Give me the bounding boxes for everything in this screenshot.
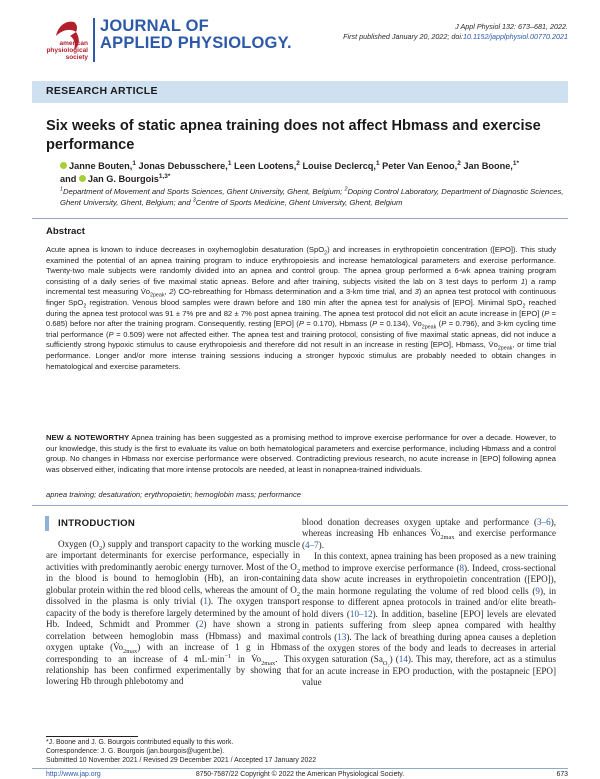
- submission-dates: Submitted 10 November 2021 / Revised 29 December 2021 / Accepted 17 January 2022: [46, 756, 317, 764]
- citation-link[interactable]: 1: [203, 596, 208, 607]
- citation: [343, 22, 568, 42]
- keywords: apnea training; desaturation; erythropoietin; hemoglobin mass; performance: [46, 490, 301, 499]
- logo-divider: [93, 18, 95, 62]
- author[interactable]: Louise Declercq,: [302, 161, 376, 171]
- author[interactable]: Jan Boone,: [463, 161, 513, 171]
- journal-name[interactable]: JOURNAL OF APPLIED PHYSIOLOGY.: [100, 17, 292, 52]
- author[interactable]: Peter Van Eenoo,: [382, 161, 458, 171]
- correspondence: Correspondence: J. G. Bourgois (jan.bourgois@ugent.be).: [46, 747, 225, 755]
- citation-link[interactable]: 2: [198, 619, 204, 630]
- author-list: Janne Bouten,$^1$ Jonas Debusschere,$^1$ Leen Lootens,$^2$ Louise Declercq,$^1$ Peter Van Eenoo,$^2$ Jan Boone,$^{1*}$ and Jan G. Bourgois$^{1,3*}$: [60, 159, 519, 184]
- citation-line: J Appl Physiol 132: 673–681, 2022.: [455, 22, 568, 31]
- footer-divider: [32, 768, 568, 769]
- orcid-icon[interactable]: [60, 162, 67, 169]
- citation-link[interactable]: 4–7: [305, 539, 319, 550]
- abstract-text: Acute apnea is known to induce decreases in oxyhemoglobin desaturation (SpO$_2$) and increases in erythropoietin concentration ([EPO]). This study examined the potential of an apnea training program to induce erythropoiesis and increase hematological parameters and exercise performance. Twenty-two male subjects were randomly divided into an apnea and control group. The apnea group performed a 6-wk apnea training program consisting of a daily series of five maximal static apneas. Before and after training, subjects visited the lab on 3 test days to perform 1) a ramp incremental test measuring $V̇o_{2peak}$, 2) CO-rebreathing for Hbmass determination and a 3-km time trial, and 3) an apnea test protocol with continuous finger SpO$_2$ registration. Venous blood samples were drawn before and 180 min after the apnea test for analysis of [EPO]. Minimal SpO$_2$ reached during the apnea test protocol was 91 ± 7% pre and 82 ± 7% post apnea training. The apnea test protocol did not elicit an acute increase in [EPO] (P = 0.685) before nor after the training program. Consequently, resting [EPO] (P = 0.170), Hbmass (P = 0.134), $V̇o_{2peak}$ (P = 0.796), and 3-km cycling time trial performance (P = 0.509) were not affected either. The apnea test and training protocol, consisting of five maximal static apneas, did not induce a sufficiently strong hypoxic stimulus to cause erythropoiesis and therefore did not result in an increase in resting [EPO], Hbmass, $V̇o_{2peak}$, or time trial performance. Longer and/or more intense training sessions inducing a stronger hypoxic stimulus are probably needed to obtain changes in hematological and exercise parameters.: [46, 245, 557, 371]
- citation-link[interactable]: 3–6: [537, 517, 551, 527]
- first-published: First published January 20, 2022; doi:: [343, 32, 464, 41]
- citation-link[interactable]: 10–12: [349, 608, 373, 619]
- section-marker: [45, 516, 49, 531]
- new-noteworthy-label: NEW & NOTEWORTHY: [46, 433, 130, 442]
- article-title: Six weeks of static apnea training does not affect Hbmass and exercise performance: [46, 118, 541, 153]
- author[interactable]: Jan G. Bourgois: [87, 174, 159, 184]
- introduction-right-column: blood donation decreases oxygen uptake and performance (3–6), whereas increasing Hb enhances $V̇o_{2max}$ and exercise performance (4–7). In this context, apnea training has been proposed as a new training method to improve exercise performance (8). Indeed, cross-sectional data show acute increases in erythropoietin concentration ([EPO]), the main hormone regulating the volume of red blood cells (9), in response to different apnea protocols in trained and/or elite breath-hold divers (10–12). In addition, baseline [EPO] levels are elevated in patients suffering from sleep apnea compared with healthy controls (13). The lack of breathing during apnea causes a depletion of the oxygen stores of the body and leads to decreases in arterial oxygen saturation $(Sa_{O_2})$ (14). This may, therefore, act as a stimulus for an acute increase in EPO production, with the postapneic [EPO] value: [302, 517, 557, 688]
- affiliations: $^1$Department of Movement and Sports Sciences, Ghent University, Ghent, Belgium; $^2$Doping Control Laboratory, Department of Diagnostic Sciences, Ghent University, Ghent, Belgium; and $^3$Centre of Sports Medicine, Ghent University, Ghent, Belgium: [60, 186, 564, 207]
- footnote-divider: [46, 736, 138, 737]
- introduction-left-column: Oxygen $(O_2)$ supply and transport capacity to the working muscle are important determinants for exercise performance, especially in activities with predominantly aerobic energy turnover. Most of the $O_2$ in the blood is bound to hemoglobin (Hb), an iron-containing globular protein within the red blood cells, whereas the amount of $O_2$ dissolved in the plasma is only trivial (1). The oxygen transport capacity of the body is therefore largely determined by the amount of Hb. Indeed, Schmidt and Prommer (2) have shown a strong correlation between hemoglobin mass (Hbmass) and maximal oxygen uptake $(V̇o_{2max})$ with an increase of 1 g in Hbmass corresponding to an increase of 4 $mL\cdot\min^{-1}$ in $V̇o_{2max}$. This relationship has been confirmed experimentally by showing that lowering Hb through phlebotomy and: [46, 539, 301, 687]
- doi-link[interactable]: 10.1152/japplphysiol.00770.2021: [463, 32, 568, 41]
- new-noteworthy: NEW & NOTEWORTHY Apnea training has been suggested as a promising method to improve exercise performance for over a decade. However, to our knowledge, this study is the first to evaluate its value on both hematological parameters and exercise performance, including Hbmass and a control group. No changes in Hbmass nor exercise performance were observed. Contradicting previous research, no acute increase in [EPO] following apnea was observed either, indicating that more intense protocols are needed, at least in nonapnea-trained individuals.: [46, 433, 556, 474]
- society-name: american physiological society: [46, 40, 88, 61]
- author[interactable]: Jonas Debusschere,: [138, 161, 228, 171]
- orcid-icon[interactable]: [79, 175, 86, 182]
- author[interactable]: Leen Lootens,: [234, 161, 297, 171]
- journal-url-link[interactable]: http://www.jap.org: [46, 771, 101, 778]
- article-type: RESEARCH ARTICLE: [46, 85, 158, 97]
- citation-link[interactable]: 8: [459, 562, 465, 573]
- citation-link[interactable]: 13: [337, 631, 347, 642]
- author[interactable]: Janne Bouten,: [69, 161, 133, 171]
- copyright: 8750-7587/22 Copyright © 2022 the American Physiological Society.: [195, 771, 405, 778]
- divider: [32, 505, 568, 506]
- page-number: 673: [556, 771, 568, 778]
- citation-link[interactable]: 9: [535, 585, 540, 596]
- footnote: *J. Boone and J. G. Bourgois contributed equally to this work.: [46, 739, 234, 746]
- abstract-heading: Abstract: [46, 226, 85, 237]
- divider: [32, 218, 568, 219]
- footnotes: [46, 739, 316, 766]
- citation-link[interactable]: 14: [398, 654, 408, 665]
- introduction-heading: INTRODUCTION: [58, 518, 136, 529]
